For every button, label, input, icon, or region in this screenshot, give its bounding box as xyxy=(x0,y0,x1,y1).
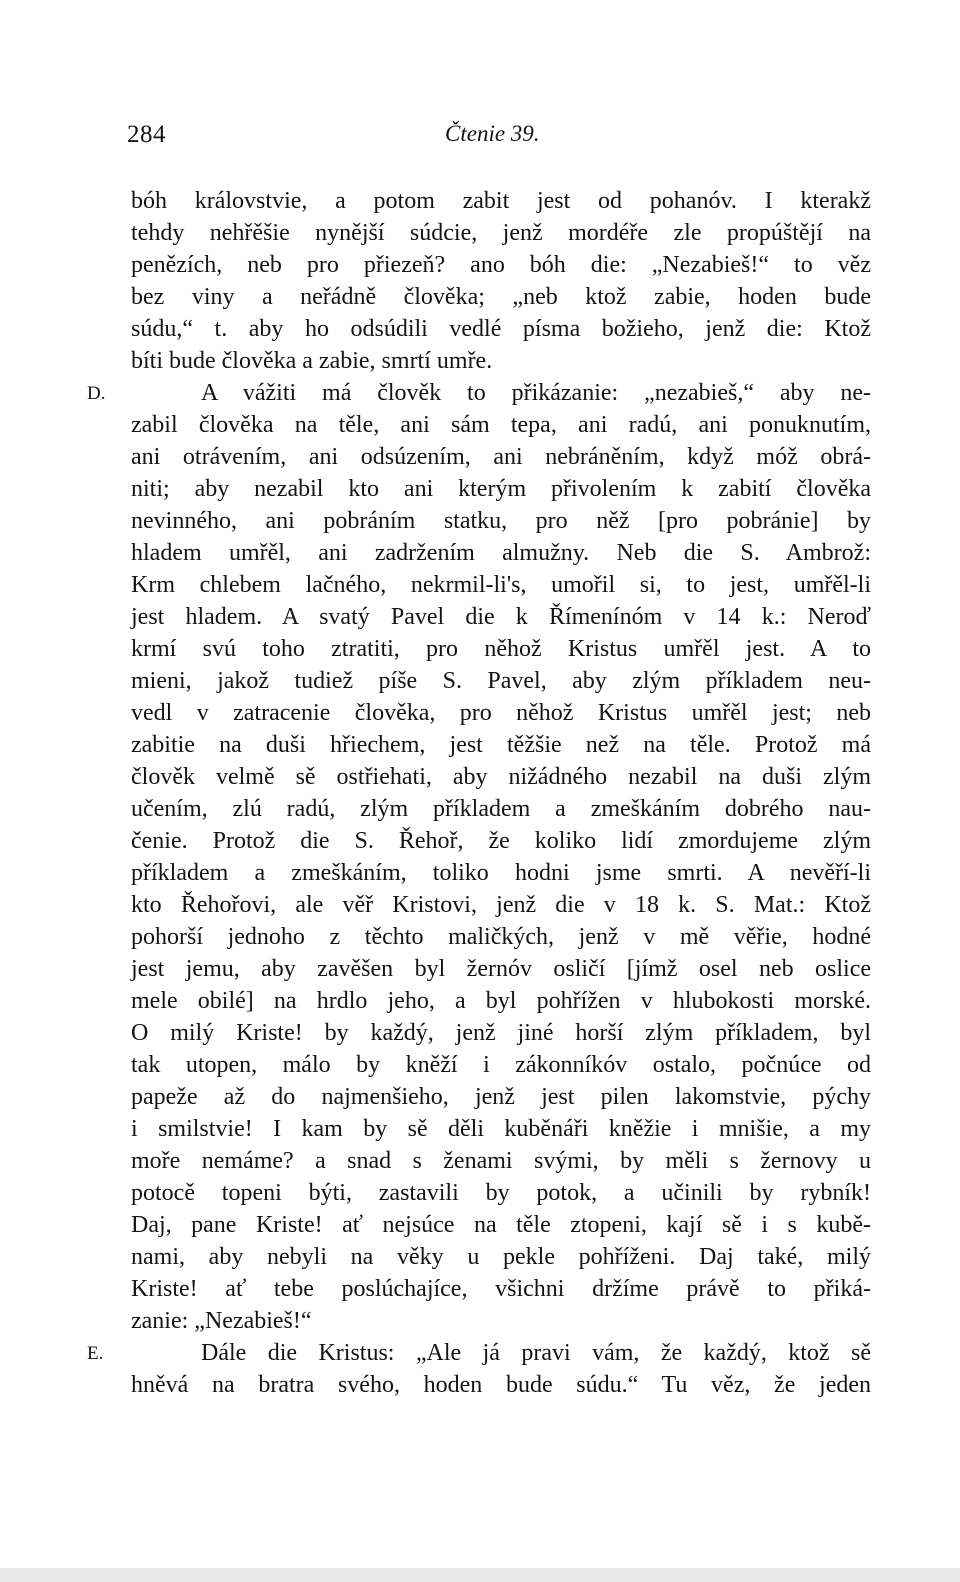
text-line: tehdy nehřěšie nynější súdcie, jenž mordéře zle propúštějí na xyxy=(131,220,871,246)
margin-label-e: E. xyxy=(87,1343,104,1364)
text-line: příkladem a zmeškáním, toliko hodni jsme smrti. A nevěří-li xyxy=(131,860,871,886)
text-line: člověk velmě sě ostřiehati, aby nižádného nezabil na duši zlým xyxy=(131,764,871,790)
text-line: zanie: „Nezabieš!“ xyxy=(131,1308,312,1334)
text-line: mieni, jakož tudiež píše S. Pavel, aby zlým příkladem neu- xyxy=(131,668,871,694)
text-line: jest hladem. A svatý Pavel die k Římenínóm v 14 k.: Neroď xyxy=(131,604,871,630)
text-line: bóh královstvie, a potom zabit jest od pohanóv. I kterakž xyxy=(131,188,871,214)
text-line: i smilstvie! I kam by sě děli kuběnáři kněžie i mnišie, a my xyxy=(131,1116,871,1142)
text-line: zabitie na duši hřiechem, jest těžšie než na těle. Protož má xyxy=(131,732,871,758)
text-line: čenie. Protož die S. Řehoř, že koliko lidí zmordujeme zlým xyxy=(131,828,871,854)
text-line: A vážiti má člověk to přikázanie: „nezabieš,“ aby ne- xyxy=(201,380,871,406)
text-line: tak utopen, málo by kněží i zákonníkóv ostalo, počnúce od xyxy=(131,1052,871,1078)
text-line: potocě topeni býti, zastavili by potok, a učinili by rybník! xyxy=(131,1180,871,1206)
text-line: penězích, neb pro přiezeň? ano bóh die: „Nezabieš!“ to věz xyxy=(131,252,871,278)
text-line: papeže až do najmenšieho, jenž jest pilen lakomstvie, pýchy xyxy=(131,1084,871,1110)
text-line: O milý Kriste! by každý, jenž jiné horší zlým příkladem, byl xyxy=(131,1020,871,1046)
page-number: 284 xyxy=(127,121,166,148)
text-line: Dále die Kristus: „Ale já pravi vám, že každý, ktož sě xyxy=(201,1340,871,1366)
scan-bottom-edge xyxy=(0,1568,960,1582)
text-line: nevinného, ani pobráním statku, pro něž [pro pobránie] by xyxy=(131,508,871,534)
running-head: Čtenie 39. xyxy=(445,121,540,146)
text-line: zabil člověka na těle, ani sám tepa, ani radú, ani ponuknutím, xyxy=(131,412,871,438)
text-line: kto Řehořovi, ale věř Kristovi, jenž die v 18 k. S. Mat.: Ktož xyxy=(131,892,871,918)
text-line: súdu,“ t. aby ho odsúdili vedlé písma božieho, jenž die: Ktož xyxy=(131,316,871,342)
text-line: bíti bude člověka a zabie, smrtí umře. xyxy=(131,348,493,374)
text-line: vedl v zatracenie člověka, pro něhož Kristus umřěl jest; neb xyxy=(131,700,871,726)
text-line: pohorší jednoho z těchto maličkých, jenž v mě věřie, hodné xyxy=(131,924,871,950)
text-line: jest jemu, aby zavěšen byl žernóv osličí [jímž osel neb oslice xyxy=(131,956,871,982)
text-line: učením, zlú radú, zlým příkladem a zmeškáním dobrého nau- xyxy=(131,796,871,822)
margin-label-d: D. xyxy=(87,383,106,404)
text-line: hněvá na bratra svého, hoden bude súdu.“ Tu věz, že jeden xyxy=(131,1372,871,1398)
text-line: moře nemáme? a snad s ženami svými, by měli s žernovy u xyxy=(131,1148,871,1174)
text-line: niti; aby nezabil kto ani kterým přivolením k zabití člověka xyxy=(131,476,871,502)
text-line: bez viny a neřádně člověka; „neb ktož zabie, hoden bude xyxy=(131,284,871,310)
text-line: hladem umřěl, ani zadržením almužny. Neb die S. Ambrož: xyxy=(131,540,871,566)
text-line: nami, aby nebyli na věky u pekle pohříženi. Daj také, milý xyxy=(131,1244,871,1270)
text-line: ani otrávením, ani odsúzením, ani nebráněním, když móž obrá- xyxy=(131,444,871,470)
text-line: Daj, pane Kriste! ať nejsúce na těle ztopeni, kají sě i s kubě- xyxy=(131,1212,871,1238)
text-line: Kriste! ať tebe poslúchajíce, všichni držíme právě to přiká- xyxy=(131,1276,871,1302)
text-line: Krm chlebem lačného, nekrmil-li's, umořil si, to jest, umřěl-li xyxy=(131,572,871,598)
text-line: krmí svú toho ztratiti, pro něhož Kristus umřěl jest. A to xyxy=(131,636,871,662)
text-line: mele obilé] na hrdlo jeho, a byl pohřížen v hlubokosti morské. xyxy=(131,988,871,1014)
